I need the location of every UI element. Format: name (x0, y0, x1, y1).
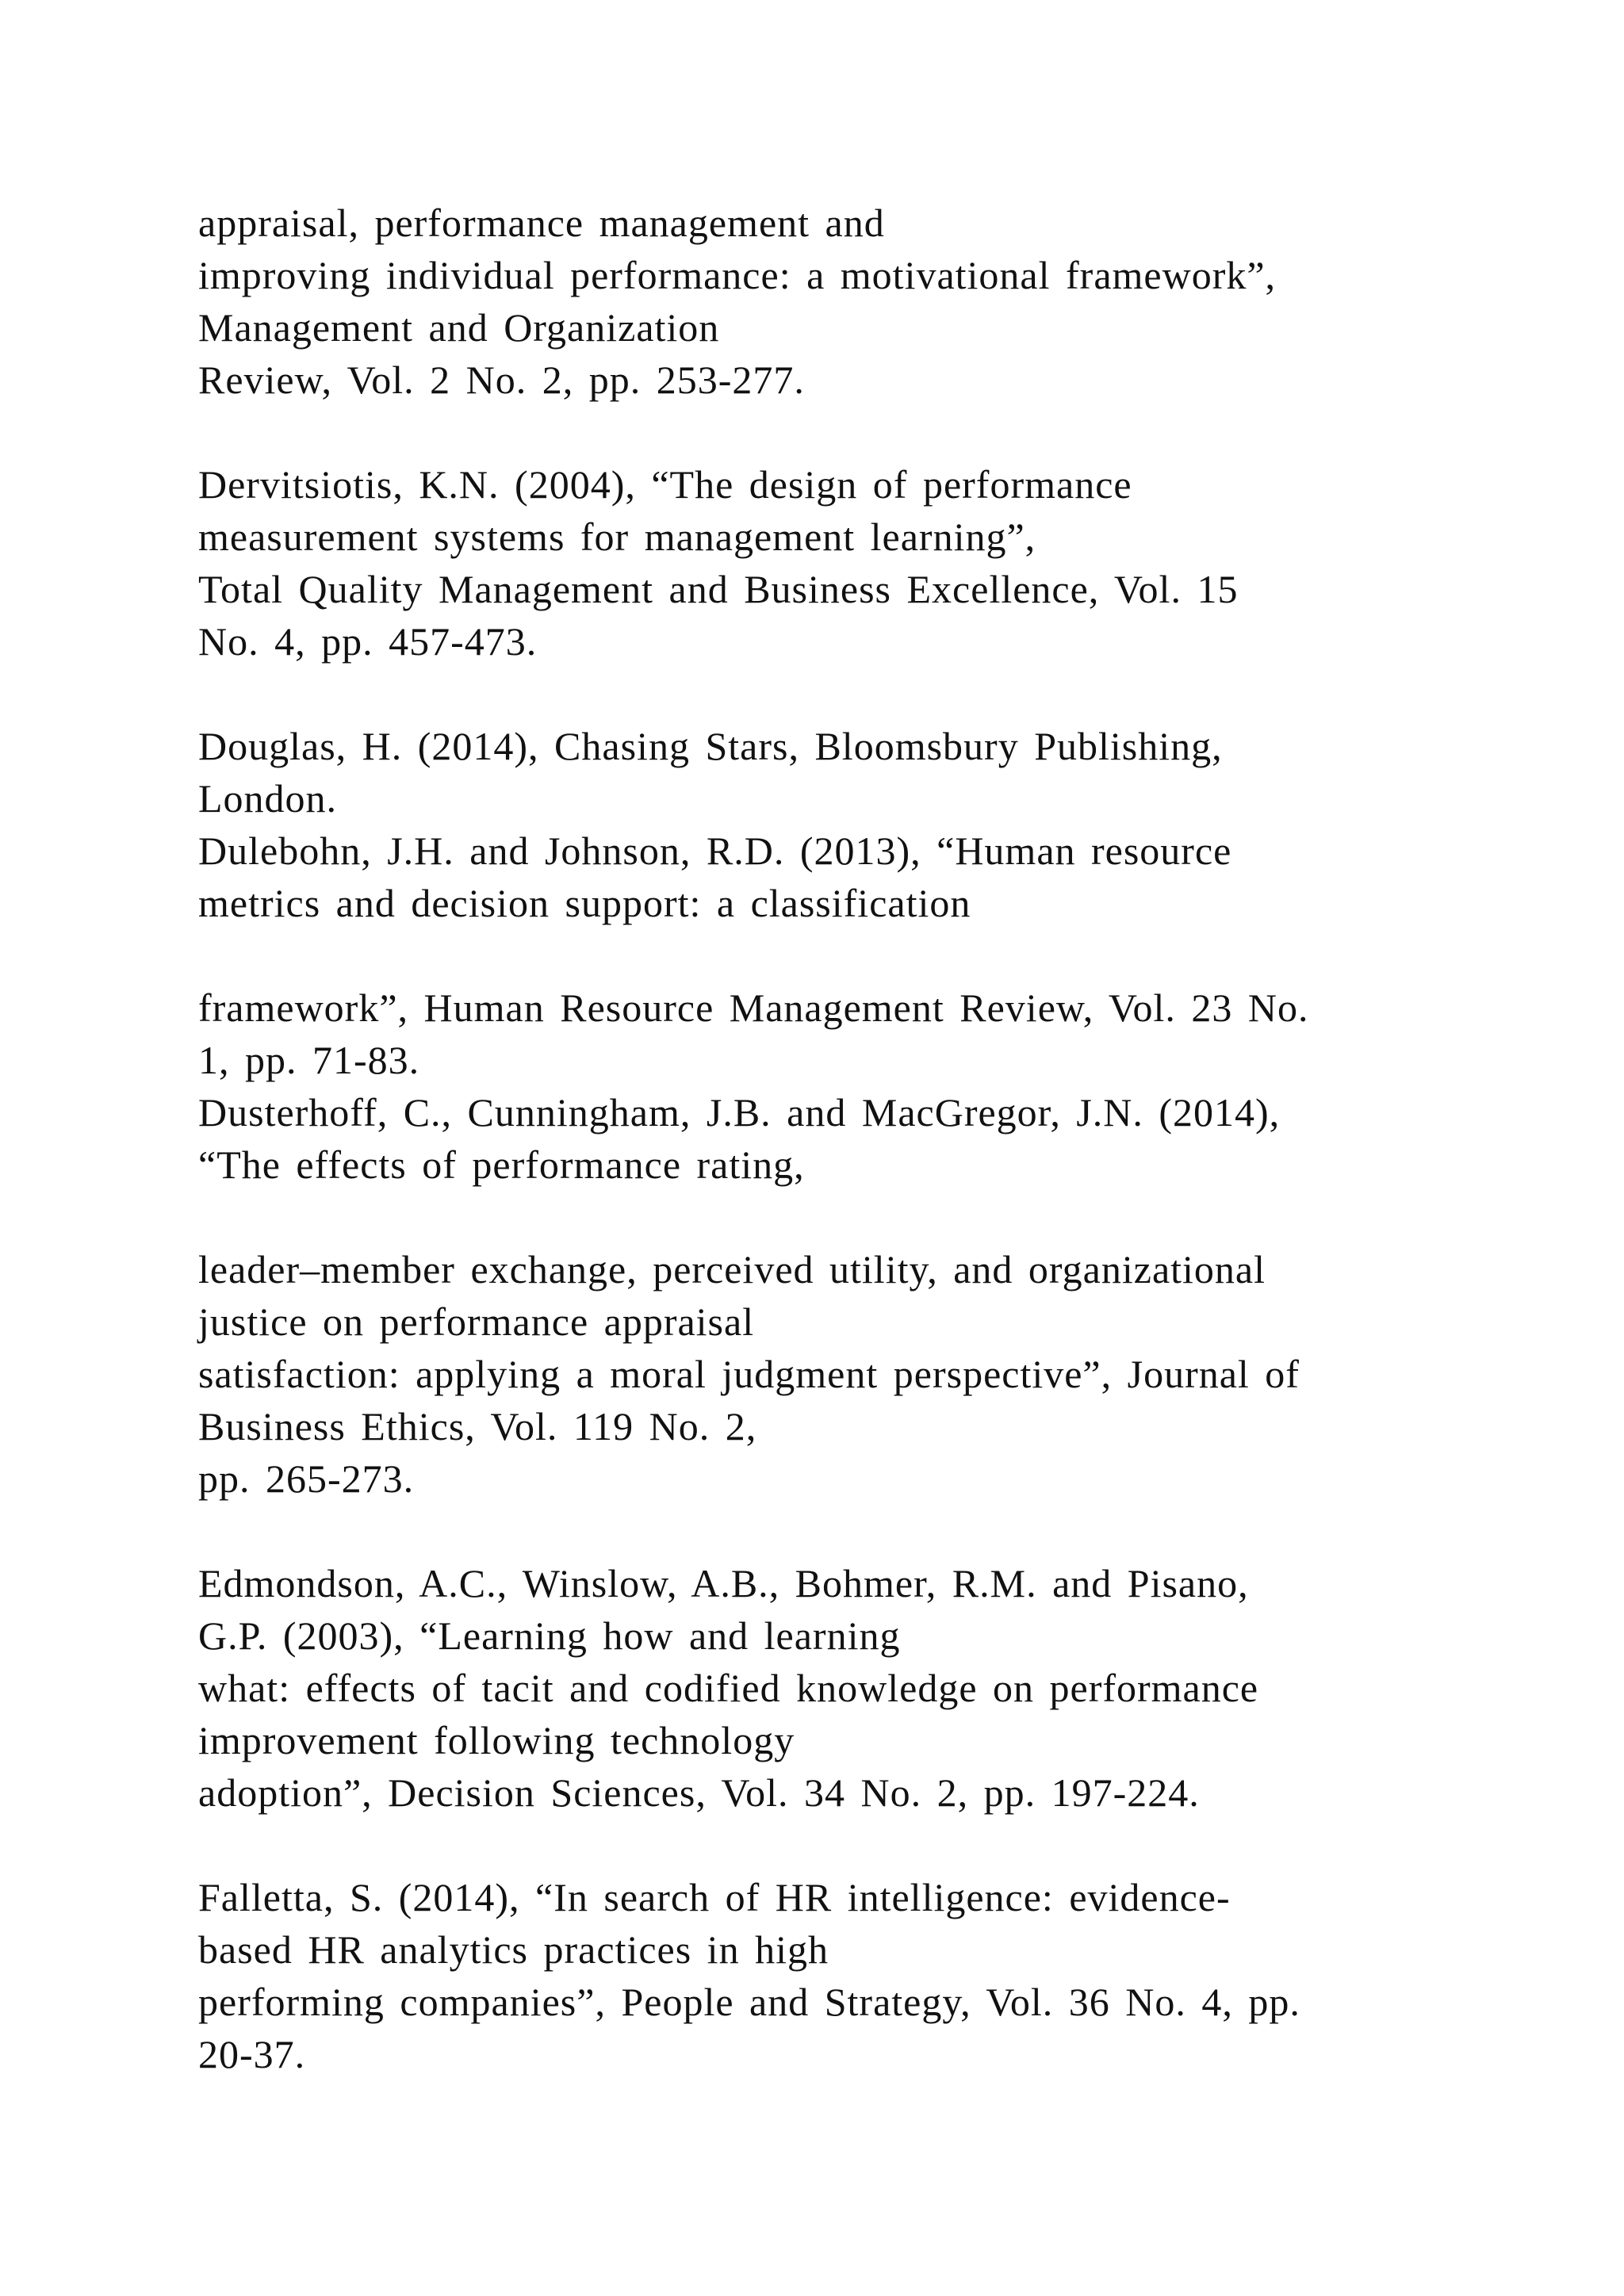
reference-line: framework”, Human Resource Management Review, Vol. 23 No. (198, 985, 1309, 1030)
reference-line: leader–member exchange, perceived utility, and organizational (198, 1247, 1266, 1292)
reference-line: Management and Organization (198, 305, 720, 350)
reference-line: adoption”, Decision Sciences, Vol. 34 No. 2, pp. 197-224. (198, 1770, 1200, 1815)
reference-line: metrics and decision support: a classification (198, 881, 971, 925)
reference-line: 20-37. (198, 2032, 306, 2076)
reference-line: Business Ethics, Vol. 119 No. 2, (198, 1404, 757, 1448)
reference-line: based HR analytics practices in high (198, 1927, 829, 1972)
reference-line: justice on performance appraisal (198, 1299, 755, 1344)
reference-line: pp. 265-273. (198, 1456, 415, 1501)
reference-line: performing companies”, People and Strategy, Vol. 36 No. 4, pp. (198, 1980, 1300, 2024)
reference-line: Review, Vol. 2 No. 2, pp. 253-277. (198, 358, 805, 402)
reference-line: satisfaction: applying a moral judgment perspective”, Journal of (198, 1352, 1300, 1396)
reference-line: Dulebohn, J.H. and Johnson, R.D. (2013), “Human resource (198, 828, 1232, 873)
reference-line: what: effects of tacit and codified knowledge on performance (198, 1666, 1259, 1710)
reference-line: London. (198, 776, 338, 821)
reference-line: improving individual performance: a motivational framework”, (198, 253, 1277, 297)
reference-line: 1, pp. 71-83. (198, 1038, 420, 1082)
reference-line: Dusterhoff, C., Cunningham, J.B. and MacGregor, J.N. (2014), (198, 1090, 1281, 1135)
reference-line: No. 4, pp. 457-473. (198, 619, 538, 664)
reference-line: Douglas, H. (2014), Chasing Stars, Bloomsbury Publishing, (198, 724, 1223, 768)
reference-line: improvement following technology (198, 1718, 795, 1762)
reference-line: “The effects of performance rating, (198, 1142, 805, 1187)
reference-line: Falletta, S. (2014), “In search of HR intelligence: evidence- (198, 1875, 1231, 1919)
reference-line: appraisal, performance management and (198, 201, 885, 245)
reference-line: Dervitsiotis, K.N. (2004), “The design of performance (198, 462, 1132, 507)
reference-line: G.P. (2003), “Learning how and learning (198, 1613, 901, 1658)
reference-line: Edmondson, A.C., Winslow, A.B., Bohmer, R.M. and Pisano, (198, 1561, 1249, 1605)
reference-line: measurement systems for management learning”, (198, 515, 1036, 559)
reference-line: Total Quality Management and Business Excellence, Vol. 15 (198, 567, 1239, 611)
